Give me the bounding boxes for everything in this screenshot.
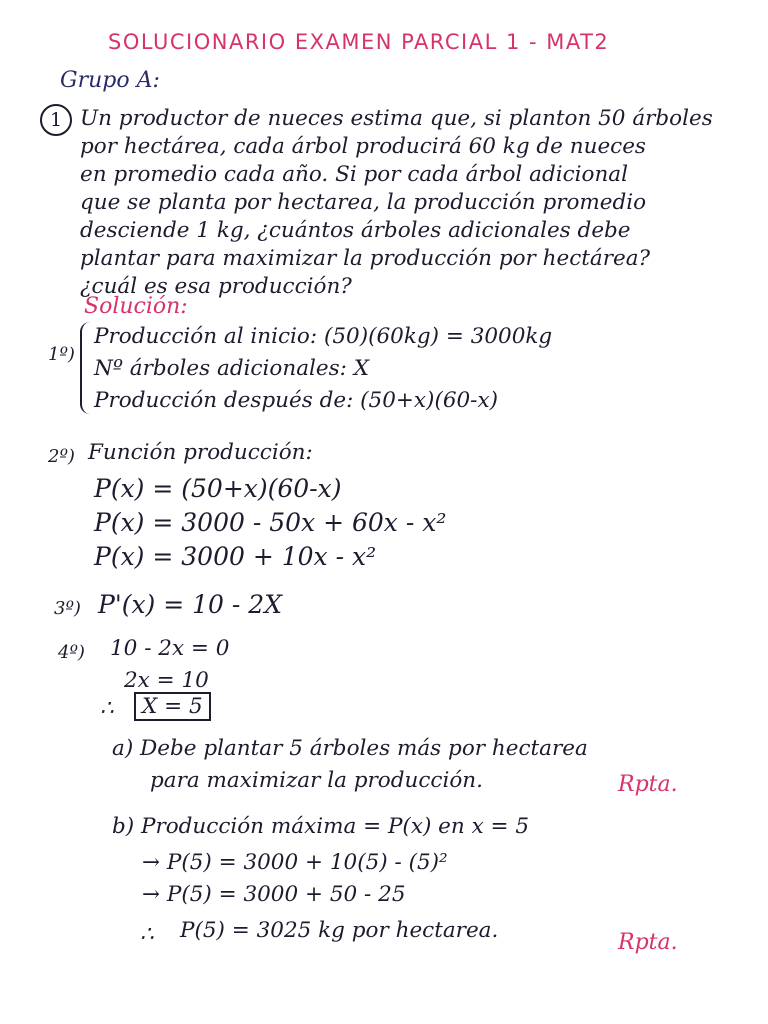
problem-line-5: desciende 1 kg, ¿cuántos árboles adicionales debe (80, 218, 631, 243)
answer-b-calc-1: → P(5) = 3000 + 10(5) - (5)² (142, 850, 448, 875)
document-title: SOLUCIONARIO EXAMEN PARCIAL 1 - MAT2 (108, 30, 610, 54)
answer-a-line-2: para maximizar la producción. (150, 768, 483, 793)
final-therefore-symbol: ∴ (140, 922, 154, 947)
final-result: P(5) = 3025 kg por hectarea. (180, 918, 499, 943)
problem-line-7: ¿cuál es esa producción? (80, 274, 352, 299)
result-box: X = 5 (134, 692, 211, 721)
answer-a-line-1: a) Debe plantar 5 árboles más por hectarea (112, 736, 588, 761)
step1-line-2: Nº árboles adicionales: X (94, 356, 370, 381)
answer-b-calc-2: → P(5) = 3000 + 50 - 25 (142, 882, 406, 907)
problem-line-6: plantar para maximizar la producción por hectárea? (80, 246, 651, 271)
answer-b-line: b) Producción máxima = P(x) en x = 5 (112, 814, 530, 839)
step2-line-1: P(x) = (50+x)(60-x) (94, 474, 342, 503)
step2-line-2: P(x) = 3000 - 50x + 60x - x² (94, 508, 447, 537)
group-heading: Grupo A: (60, 68, 160, 93)
step2-heading: Función producción: (88, 440, 313, 465)
problem-line-2: por hectárea, cada árbol producirá 60 kg de nueces (80, 134, 646, 159)
problem-line-4: que se planta por hectarea, la producción promedio (80, 190, 647, 215)
answer-b-rpta: Rpta. (618, 930, 678, 955)
step4-line-2: 2x = 10 (124, 668, 209, 693)
answer-a-rpta: Rpta. (618, 772, 678, 797)
problem-line-1: Un productor de nueces estima que, si planton 50 árboles (80, 106, 713, 131)
step1-label: 1º) (48, 344, 75, 365)
step2-label: 2º) (48, 446, 75, 467)
step2-line-3: P(x) = 3000 + 10x - x² (94, 542, 377, 571)
step3-label: 3º) (54, 598, 81, 619)
problem-number: 1 (40, 104, 72, 136)
step4-line-1: 10 - 2x = 0 (110, 636, 230, 661)
step4-label: 4º) (58, 642, 85, 663)
therefore-symbol: ∴ (100, 696, 114, 721)
step3-line: P'(x) = 10 - 2X (98, 590, 282, 619)
step1-brace (80, 322, 92, 414)
step1-line-1: Producción al inicio: (50)(60kg) = 3000kg (94, 324, 553, 349)
step1-line-3: Producción después de: (50+x)(60-x) (94, 388, 498, 413)
problem-line-3: en promedio cada año. Si por cada árbol adicional (80, 162, 628, 187)
solution-label: Solución: (84, 294, 188, 319)
